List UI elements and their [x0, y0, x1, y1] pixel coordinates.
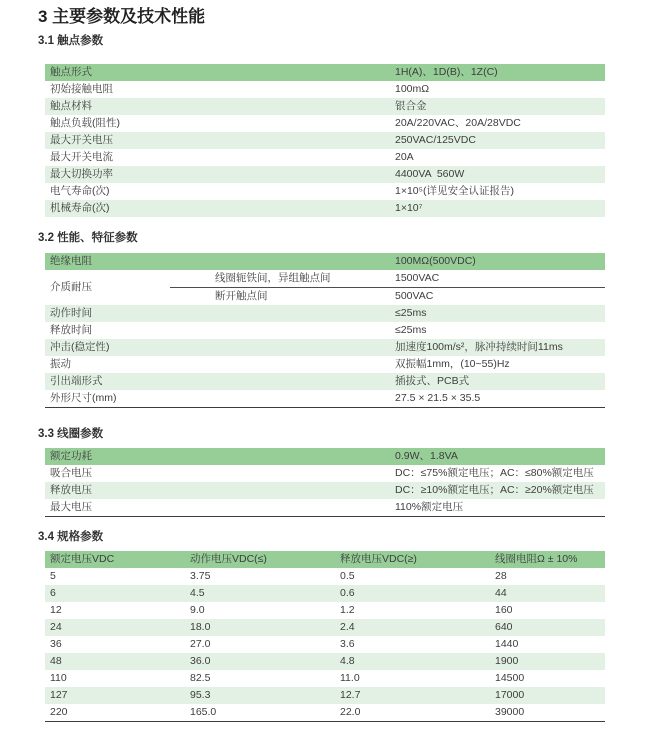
cell: 4.8	[335, 653, 490, 670]
table-header-row	[45, 448, 605, 465]
cell: 5	[45, 568, 185, 585]
row-label: 额定功耗	[45, 448, 390, 465]
section-heading-performance: 3.2 性能、特征参数	[38, 232, 138, 244]
row-value: 银合金	[390, 98, 605, 115]
cell: 12.7	[335, 687, 490, 704]
cell: 18.0	[185, 619, 335, 636]
row-value: 100MΩ(500VDC)	[390, 253, 605, 270]
cell: 3.6	[335, 636, 490, 653]
row-value: 110%额定电压	[390, 499, 605, 517]
row-value: 1H(A)、1D(B)、1Z(C)	[390, 64, 605, 81]
cell: 6	[45, 585, 185, 602]
table-row	[45, 670, 605, 687]
table-row	[45, 704, 605, 722]
row-value: 1×10⁷	[390, 200, 605, 217]
row-label: 释放电压	[45, 482, 390, 499]
cell: 17000	[490, 687, 605, 704]
row-sublabel: 线圈轭铁间，异组触点间	[170, 270, 390, 288]
table-row	[45, 636, 605, 653]
table-row	[45, 499, 605, 517]
cell: 9.0	[185, 602, 335, 619]
row-value: 100mΩ	[390, 81, 605, 98]
table-row	[45, 81, 605, 98]
cell: 11.0	[335, 670, 490, 687]
row-value: 500VAC	[390, 288, 605, 306]
row-value: 27.5 × 21.5 × 35.5	[390, 390, 605, 408]
table-row	[45, 602, 605, 619]
table-row	[45, 390, 605, 408]
cell: 3.75	[185, 568, 335, 585]
cell: 2.4	[335, 619, 490, 636]
row-value: 4400VA 560W	[390, 166, 605, 183]
cell: 0.6	[335, 585, 490, 602]
cell: 12	[45, 602, 185, 619]
row-label: 触点负载(阻性)	[45, 115, 390, 132]
table-header-row	[45, 551, 605, 568]
table-row	[45, 482, 605, 499]
table-row	[45, 98, 605, 115]
table-row	[45, 200, 605, 217]
table-row	[45, 373, 605, 390]
row-value: 250VAC/125VDC	[390, 132, 605, 149]
cell: 1900	[490, 653, 605, 670]
table-row	[45, 322, 605, 339]
specification-table	[45, 551, 605, 722]
row-value: 1×10⁵(详见安全认证报告)	[390, 183, 605, 200]
cell: 36.0	[185, 653, 335, 670]
cell: 110	[45, 670, 185, 687]
table-header-row	[45, 64, 605, 81]
cell: 4.5	[185, 585, 335, 602]
table-row	[45, 183, 605, 200]
cell: 160	[490, 602, 605, 619]
cell: 48	[45, 653, 185, 670]
cell: 14500	[490, 670, 605, 687]
cell: 28	[490, 568, 605, 585]
table-row	[45, 568, 605, 585]
column-header: 动作电压VDC(≤)	[185, 551, 335, 568]
row-label: 电气寿命(次)	[45, 183, 390, 200]
cell: 640	[490, 619, 605, 636]
cell: 127	[45, 687, 185, 704]
table-row	[45, 585, 605, 602]
row-label: 最大开关电流	[45, 149, 390, 166]
table-row	[45, 619, 605, 636]
row-label: 最大电压	[45, 499, 390, 517]
table-row	[45, 149, 605, 166]
cell: 22.0	[335, 704, 490, 722]
section-heading-contact: 3.1 触点参数	[38, 35, 104, 47]
cell: 39000	[490, 704, 605, 722]
cell: 44	[490, 585, 605, 602]
table-header-row	[45, 253, 605, 270]
cell: 1.2	[335, 602, 490, 619]
column-header: 线圈电阻Ω ± 10%	[490, 551, 605, 568]
cell: 24	[45, 619, 185, 636]
cell: 95.3	[185, 687, 335, 704]
row-value: 1500VAC	[390, 270, 605, 288]
cell: 27.0	[185, 636, 335, 653]
row-value: ≤25ms	[390, 305, 605, 322]
table-row	[45, 465, 605, 482]
page-title: 3 主要参数及技术性能	[38, 7, 206, 26]
row-value: 加速度100m/s²，脉冲持续时间11ms	[390, 339, 605, 356]
row-group-label: 介质耐压	[45, 270, 170, 305]
row-label: 最大切换功率	[45, 166, 390, 183]
row-label: 触点材料	[45, 98, 390, 115]
cell: 0.5	[335, 568, 490, 585]
row-label: 外形尺寸(mm)	[45, 390, 390, 408]
table-row	[45, 653, 605, 670]
row-value: DC：≥10%额定电压；AC：≥20%额定电压	[390, 482, 605, 499]
table-row	[45, 305, 605, 322]
table-row	[45, 339, 605, 356]
row-label: 动作时间	[45, 305, 390, 322]
row-sublabel: 断开触点间	[170, 288, 390, 306]
column-header: 释放电压VDC(≥)	[335, 551, 490, 568]
row-value: ≤25ms	[390, 322, 605, 339]
row-label: 振动	[45, 356, 390, 373]
row-value: 插拔式、PCB式	[390, 373, 605, 390]
row-label: 机械寿命(次)	[45, 200, 390, 217]
contact-parameters-table	[45, 64, 605, 217]
section-heading-coil: 3.3 线圈参数	[38, 428, 104, 440]
table-row	[45, 132, 605, 149]
row-label: 绝缘电阻	[45, 253, 390, 270]
row-label: 初始接触电阻	[45, 81, 390, 98]
table-row	[45, 270, 605, 288]
table-row	[45, 687, 605, 704]
cell: 220	[45, 704, 185, 722]
table-row	[45, 356, 605, 373]
row-label: 吸合电压	[45, 465, 390, 482]
row-value: 20A	[390, 149, 605, 166]
coil-parameters-table	[45, 448, 605, 517]
section-heading-spec: 3.4 规格参数	[38, 531, 104, 543]
row-label: 最大开关电压	[45, 132, 390, 149]
table-row	[45, 115, 605, 132]
cell: 82.5	[185, 670, 335, 687]
row-value: 0.9W、1.8VA	[390, 448, 605, 465]
column-header: 额定电压VDC	[45, 551, 185, 568]
row-label: 引出端形式	[45, 373, 390, 390]
cell: 165.0	[185, 704, 335, 722]
row-label: 冲击(稳定性)	[45, 339, 390, 356]
cell: 36	[45, 636, 185, 653]
cell: 1440	[490, 636, 605, 653]
row-label: 触点形式	[45, 64, 390, 81]
row-value: 20A/220VAC、20A/28VDC	[390, 115, 605, 132]
row-value: DC：≤75%额定电压；AC：≤80%额定电压	[390, 465, 605, 482]
table-row	[45, 166, 605, 183]
performance-parameters-table	[45, 253, 605, 408]
row-label: 释放时间	[45, 322, 390, 339]
row-value: 双振幅1mm，(10~55)Hz	[390, 356, 605, 373]
